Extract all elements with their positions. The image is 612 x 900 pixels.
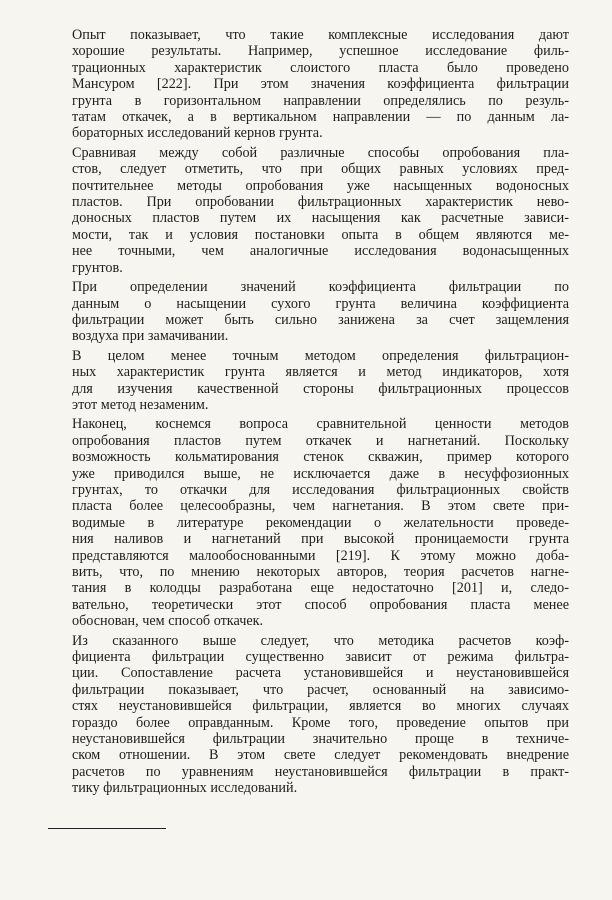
text-line: стях неустановившейся фильтрации, является во многих случаях [72,698,569,715]
paragraph [48,145,569,276]
text-line: бораторных исследований кернов грунта. [72,125,323,142]
text-line: грунтов. [72,259,123,276]
text-line: ных характеристик грунта является и метод индикаторов, хотя [72,364,569,381]
text-line: опробования пластов путем откачек и нагнетаний. Поскольку [72,432,569,449]
paragraph [48,348,569,414]
text-line: фильтрации может быть сильно занижена за счет защемления [72,311,569,328]
text-line: фильтрации показывает, что расчет, основанный на зависимо- [72,681,569,698]
text-line: расчетов по уравнениям неустановившейся фильтрации в практ- [72,763,569,780]
text-line: данным о насыщении сухого грунта величина коэффициента [72,295,569,312]
text-line: воздуха при замачивании. [72,328,229,345]
text-line: представляются малообоснованными [219]. К этому можно доба- [72,547,569,564]
paragraph [48,416,569,629]
text-line: Сравнивая между собой различные способы опробования пла- [72,144,569,161]
text-line: уже приводился выше, не исключается даже в несуффозионных [72,465,569,482]
text-line: Наконец, коснемся вопроса сравнительной ценности методов [72,416,569,433]
text-line: Мансуром [222]. При этом значения коэффициента фильтрации [72,76,569,93]
text-line: этот метод незаменим. [72,396,209,413]
text-line: вить, что, по мнению некоторых авторов, теория расчетов нагне- [72,564,569,580]
text-line: обоснован, чем способ откачек. [72,613,264,630]
footnote-divider [48,828,166,829]
text-line: гораздо более оправданным. Кроме того, проведение опытов при [72,714,569,731]
text-line: вательно, теоретически этот способ опробования пласта менее [72,596,569,613]
text-line: пласта более целесообразны, чем нагнетания. В этом свете при- [72,498,569,515]
text-line: ском отношении. В этом свете следует рекомендовать внедрение [72,747,569,764]
text-line: ции. Сопоставление расчета установившейся и неустановившейся [72,665,569,682]
text-line: хорошие результаты. Например, успешное исследование филь- [72,43,569,60]
text-line: трационных характеристик слоистого пласта было проведено [72,59,569,76]
text-line: Из сказанного выше следует, что методика расчетов коэф- [72,632,569,649]
text-line: Опыт показывает, что такие комплексные исследования дают [72,27,569,43]
paragraph [48,27,569,142]
text-line: почтительнее методы опробования уже насыщенных водоносных [72,177,569,194]
text-line: водимые в литературе рекомендации о желательности проведе- [72,514,569,531]
text-line: грунта в горизонтальном направлении определялись по резуль- [72,92,569,109]
page-body [48,27,569,800]
paragraph [48,633,569,797]
text-line: нее точными, чем аналогичные исследования водонасыщенных [72,243,569,260]
text-line: доносных пластов путем их насыщения как расчетные зависи- [72,210,569,227]
text-line: татам откачек, а в вертикальном направлении — по данным ла- [72,109,569,126]
text-line: ния наливов и нагнетаний при высокой проницаемости грунта [72,531,569,548]
text-line: для изучения качественной стороны фильтрационных процессов [72,380,569,397]
text-line: В целом менее точным методом определения фильтрацион- [72,347,569,364]
text-line: возможность кольматирования стенок скважин, пример которого [72,449,569,466]
text-line: грунтах, то откачки для исследования фильтрационных свойств [72,481,569,498]
text-line: мости, так и условия постановки опыта в общем являются ме- [72,226,569,243]
paragraph [48,279,569,345]
text-line: При определении значений коэффициента фильтрации по [72,279,569,296]
text-line: фициента фильтрации существенно зависит от режима фильтра- [72,649,569,666]
text-line: неустановившейся фильтрации значительно проще в техниче- [72,731,569,748]
text-line: стов, следует отметить, что при общих равных условиях пред- [72,161,569,178]
text-line: тику фильтрационных исследований. [72,780,298,797]
text-line: тания в колодцы разработана еще недостаточно [201] и, следо- [72,580,569,597]
text-line: пластов. При опробовании фильтрационных характеристик нево- [72,194,569,211]
